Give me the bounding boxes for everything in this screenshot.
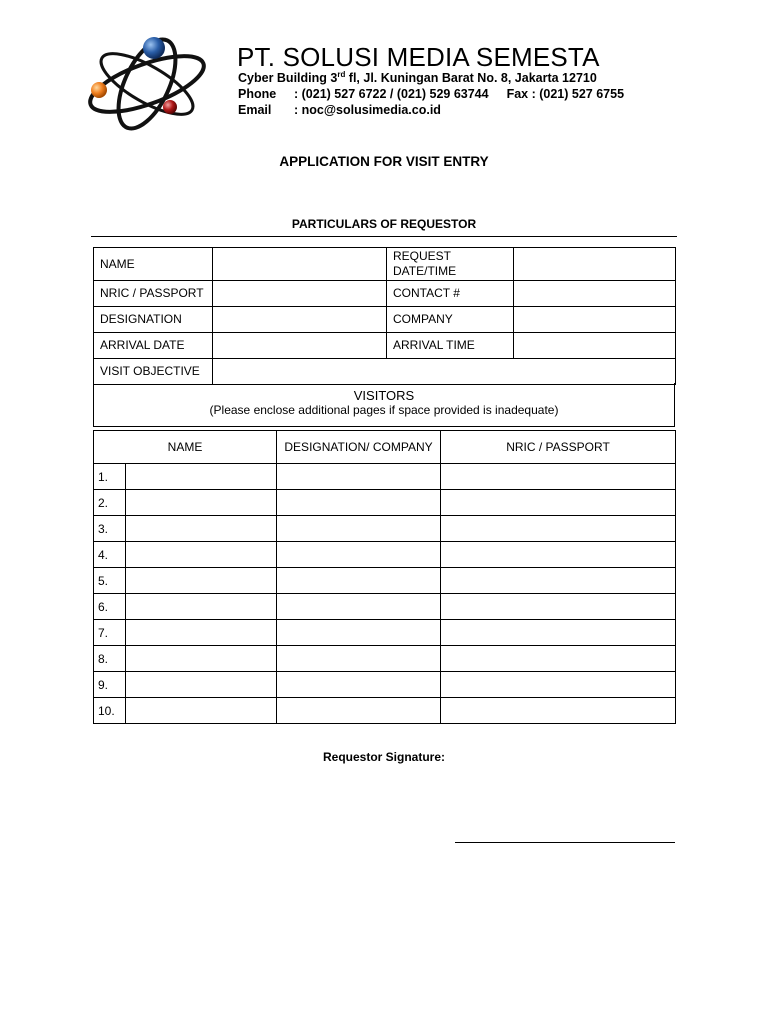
visitor-designation-field[interactable] [277,542,441,568]
visitor-name-header: NAME [94,431,277,464]
visitor-nric-field[interactable] [441,646,676,672]
contact-label: CONTACT # [387,281,514,307]
row-number: 2. [94,490,126,516]
visitor-nric-header: NRIC / PASSPORT [441,431,676,464]
company-field[interactable] [514,307,676,333]
nric-field[interactable] [213,281,387,307]
table-row [94,646,676,672]
visit-objective-field[interactable] [213,359,676,385]
row-number: 8. [94,646,126,672]
visitor-designation-field[interactable] [277,646,441,672]
requestor-row-designation [94,307,676,333]
request-datetime-field[interactable] [514,248,676,281]
phone-label: Phone [238,87,277,101]
requestor-row-arrival [94,333,676,359]
visitor-nric-field[interactable] [441,490,676,516]
table-row [94,568,676,594]
phone-value: : (021) 527 6722 / (021) 529 63744 [294,87,489,101]
requestor-row-name [94,248,676,281]
email-row [238,102,441,118]
address-floor-suffix: rd [337,69,346,79]
visitor-designation-field[interactable] [277,620,441,646]
arrival-time-field[interactable] [514,333,676,359]
arrival-time-label: ARRIVAL TIME [387,333,514,359]
arrival-date-label: ARRIVAL DATE [94,333,213,359]
requestor-section-title: PARTICULARS OF REQUESTOR [291,217,477,231]
row-number: 4. [94,542,126,568]
nric-label: NRIC / PASSPORT [94,281,213,307]
visitors-table [93,430,676,724]
email-label: Email [238,103,272,117]
fax-value: Fax : (021) 527 6755 [506,87,625,101]
visitor-designation-field[interactable] [277,516,441,542]
visitors-note: (Please enclose additional pages if space provided is inadequate) [209,403,559,417]
row-number: 1. [94,464,126,490]
email-value: : noc@solusimedia.co.id [294,103,441,117]
visitor-name-field[interactable] [126,620,277,646]
address-rest: fl, Jl. Kuningan Barat No. 8, Jakarta 12710 [345,71,597,85]
arrival-date-field[interactable] [213,333,387,359]
requestor-table [93,247,676,385]
signature-label: Requestor Signature: [322,750,445,764]
visitor-designation-field[interactable] [277,594,441,620]
visitors-header [93,383,675,427]
requestor-row-objective [94,359,676,385]
visitor-name-field[interactable] [126,698,277,724]
name-field[interactable] [213,248,387,281]
visitor-designation-field[interactable] [277,698,441,724]
table-row [94,516,676,542]
table-row [94,672,676,698]
designation-label: DESIGNATION [94,307,213,333]
address-street: Cyber Building 3 [238,71,338,85]
visitor-name-field[interactable] [126,646,277,672]
row-number: 6. [94,594,126,620]
visitor-nric-field[interactable] [441,568,676,594]
visitor-nric-field[interactable] [441,464,676,490]
visitor-nric-field[interactable] [441,542,676,568]
visitor-designation-header: DESIGNATION/ COMPANY [277,431,441,464]
row-number: 5. [94,568,126,594]
contact-field[interactable] [514,281,676,307]
visitor-name-field[interactable] [126,516,277,542]
company-name: PT. SOLUSI MEDIA SEMESTA [237,42,600,72]
visitors-header-row [94,431,676,464]
visitors-title: VISITORS [353,388,415,403]
visitor-nric-field[interactable] [441,516,676,542]
row-number: 9. [94,672,126,698]
visitor-designation-field[interactable] [277,568,441,594]
visitor-designation-field[interactable] [277,672,441,698]
company-label: COMPANY [387,307,514,333]
visitor-name-field[interactable] [126,490,277,516]
designation-field[interactable] [213,307,387,333]
row-number: 10. [94,698,126,724]
table-row [94,698,676,724]
page-title: APPLICATION FOR VISIT ENTRY [279,154,489,169]
table-row [94,464,676,490]
visitor-name-field[interactable] [126,464,277,490]
visitor-name-field[interactable] [126,672,277,698]
phone-row [238,86,624,102]
visitor-name-field[interactable] [126,594,277,620]
company-address [238,70,597,86]
request-datetime-label: REQUEST DATE/TIME [387,248,514,281]
table-row [94,594,676,620]
visitor-nric-field[interactable] [441,594,676,620]
requestor-row-nric [94,281,676,307]
row-number: 3. [94,516,126,542]
signature-line[interactable] [455,842,675,843]
section-divider [91,236,677,237]
table-row [94,542,676,568]
visitor-nric-field[interactable] [441,620,676,646]
name-label: NAME [94,248,213,281]
visitor-nric-field[interactable] [441,698,676,724]
row-number: 7. [94,620,126,646]
table-row [94,620,676,646]
visit-objective-label: VISIT OBJECTIVE [94,359,213,385]
atom-logo-icon [84,34,210,132]
visitor-designation-field[interactable] [277,464,441,490]
visitor-name-field[interactable] [126,542,277,568]
visitor-nric-field[interactable] [441,672,676,698]
visitor-designation-field[interactable] [277,490,441,516]
visitor-name-field[interactable] [126,568,277,594]
table-row [94,490,676,516]
